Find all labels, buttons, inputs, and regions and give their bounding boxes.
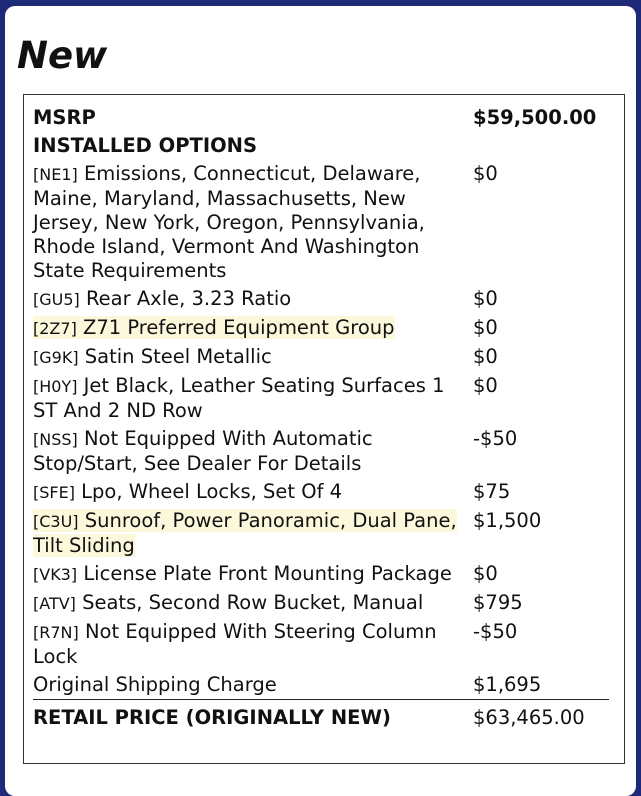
option-code: [NSS]: [33, 430, 78, 449]
option-price: $0: [473, 345, 498, 368]
option-code: [C3U]: [33, 512, 79, 531]
option-text: [33, 287, 291, 310]
total-divider: [33, 699, 609, 700]
option-description-cell: [33, 591, 473, 616]
option-description: Not Equipped With Automatic Stop/Start, See Dealer For Details: [33, 427, 373, 475]
option-code: [R7N]: [33, 623, 79, 642]
price-breakdown-box: [23, 94, 625, 764]
option-price: $0: [473, 374, 498, 397]
option-description-cell: [33, 562, 473, 587]
msrp-row: [33, 106, 609, 134]
price-table: [33, 106, 609, 734]
msrp-label: MSRP: [33, 106, 96, 129]
option-row: [33, 480, 609, 509]
option-text: [33, 562, 452, 585]
option-text: [33, 316, 395, 339]
shipping-value: $1,695: [473, 673, 542, 696]
option-price: $75: [473, 480, 511, 503]
option-price: -$50: [473, 427, 518, 450]
option-text: [33, 509, 457, 557]
option-code: [SFE]: [33, 483, 75, 502]
option-text: [33, 162, 425, 282]
option-row: [33, 509, 609, 562]
option-row: [33, 162, 609, 287]
option-price: $1,500: [473, 509, 542, 532]
retail-price-value: $63,465.00: [473, 706, 585, 729]
option-description-cell: [33, 509, 473, 558]
option-price: $0: [473, 562, 498, 585]
msrp-value: $59,500.00: [473, 106, 597, 129]
option-row: [33, 316, 609, 345]
option-row: [33, 287, 609, 316]
option-description: Sunroof, Power Panoramic, Dual Pane, Tilt Sliding: [33, 509, 457, 557]
option-text: [33, 591, 423, 614]
option-price: $0: [473, 162, 498, 185]
option-row: [33, 345, 609, 374]
shipping-row: [33, 673, 609, 699]
option-price: $0: [473, 316, 498, 339]
shipping-label: Original Shipping Charge: [33, 673, 277, 696]
option-row: [33, 591, 609, 620]
option-price: $795: [473, 591, 523, 614]
option-price: $0: [473, 287, 498, 310]
option-code: [2Z7]: [33, 319, 77, 338]
option-text: [33, 427, 373, 475]
option-description: Z71 Preferred Equipment Group: [83, 316, 395, 339]
option-code: [G9K]: [33, 348, 79, 367]
retail-price-row: [33, 706, 609, 734]
option-code: [ATV]: [33, 594, 76, 613]
option-text: [33, 345, 272, 368]
option-description-cell: [33, 427, 473, 476]
options-list: [33, 162, 609, 673]
option-description-cell: [33, 345, 473, 370]
option-description: License Plate Front Mounting Package: [83, 562, 452, 585]
option-description-cell: [33, 316, 473, 341]
retail-price-label: RETAIL PRICE (ORIGINALLY NEW): [33, 706, 391, 729]
option-description-cell: [33, 620, 473, 669]
option-row: [33, 620, 609, 673]
option-description: Jet Black, Leather Seating Surfaces 1 ST And 2 ND Row: [33, 374, 445, 422]
option-row: [33, 374, 609, 427]
page-title: New: [17, 34, 108, 77]
installed-options-header-row: [33, 134, 609, 162]
option-code: [GU5]: [33, 290, 80, 309]
option-code: [VK3]: [33, 565, 78, 584]
option-text: [33, 620, 437, 668]
option-description: Seats, Second Row Bucket, Manual: [82, 591, 424, 614]
option-description-cell: [33, 374, 473, 423]
option-text: [33, 480, 342, 503]
option-description: Lpo, Wheel Locks, Set Of 4: [81, 480, 343, 503]
installed-options-label: INSTALLED OPTIONS: [33, 134, 258, 157]
option-price: -$50: [473, 620, 518, 643]
option-description-cell: [33, 287, 473, 312]
option-description: Satin Steel Metallic: [84, 345, 272, 368]
option-description: Rear Axle, 3.23 Ratio: [85, 287, 292, 310]
option-description-cell: [33, 162, 473, 283]
option-row: [33, 562, 609, 591]
option-text: [33, 374, 444, 422]
option-row: [33, 427, 609, 480]
option-description: Not Equipped With Steering Column Lock: [33, 620, 437, 668]
option-code: [NE1]: [33, 165, 78, 184]
option-code: [H0Y]: [33, 377, 78, 396]
option-description: Emissions, Connecticut, Delaware, Maine, Maryland, Massachusetts, New Jersey, New York, Oregon, Pennsylvania, Rhode Island, Vermont And Washington State Requirements: [33, 162, 425, 282]
window-sticker-card: [5, 6, 636, 796]
option-description-cell: [33, 480, 473, 505]
